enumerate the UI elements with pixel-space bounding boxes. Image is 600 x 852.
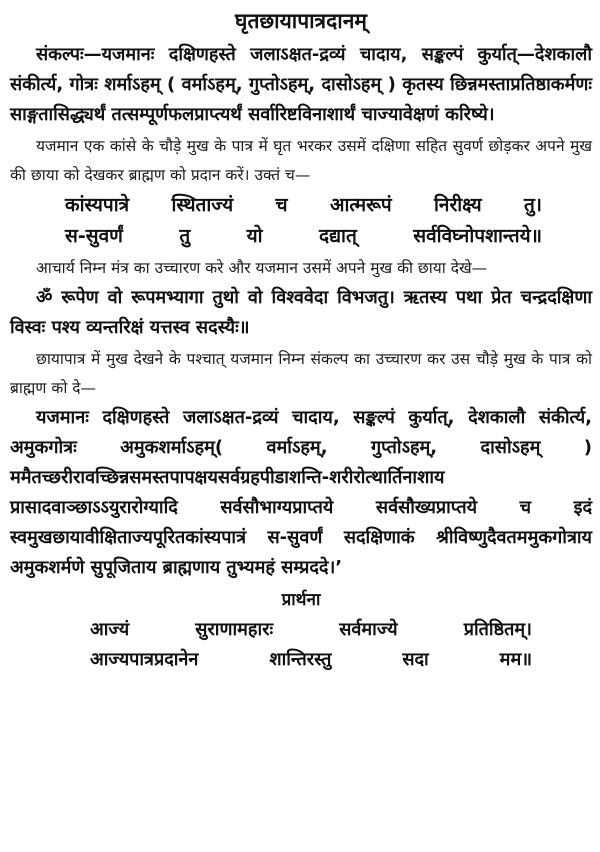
verse-block-1 xyxy=(10,190,592,252)
instruction-paragraph-3: छायापात्र में मुख देखने के पश्चात् यजमान निम्न संकल्प का उच्चारण कर उस चौड़े मुख के पात्र को ब्राह्मण को दे— xyxy=(10,350,592,397)
instruction-paragraph-2: आचार्य निम्न मंत्र का उच्चारण करे और यजमान उसमें अपने मुख की छाया देखे— xyxy=(36,259,488,277)
prayer-line-1: आज्यं सुराणामहारः सर्वमाज्ये प्रतिष्ठितम्। xyxy=(90,619,532,640)
instruction-paragraph-1: यजमान एक कांसे के चौड़े मुख के पात्र में घृत भरकर उसमें दक्षिणा सहित सुवर्ण छोड़कर अपने मुख की छाया को देखकर ब्राह्मण को प्रदान करें। उक्तं च— xyxy=(10,137,592,184)
verse-1-line-1: कांस्यपात्रे स्थिताज्यं च आत्मरूपं निरीक्ष्य तु। xyxy=(65,194,542,216)
sankalpa-paragraph-2: यजमानः दक्षिणहस्ते जलाऽक्षत-द्रव्यं चादाय, सङ्कल्पं कुर्यात्, देशकालौ संकीर्त्य, अमुकगोत्रः अमुकशर्माऽहम्( वर्माऽहम्, गुप्तोऽहम्, दासोऽहम् ) ममैतच्छरीरावच्छिन्नसमस्तपापक्षयसर्वग्रहपीडाशन्ति-शरीरोत्थार्तिनाशाय प्रासादवाञ्छाऽऽयुरारोग्यादि सर्वसौभाग्यप्राप्तये सर्वसौख्यप्राप्तये च इदं स्वमुखछायावीक्षिताज्यपूरितकांस्यपात्रं स-सुवर्णं सदक्षिणाकं श्रीविष्णुदैवतममुकगोत्राय अमुकशर्मणे सुपूजिताय ब्राह्मणाय तुभ्यमहं सम्प्रददे।’ xyxy=(10,407,592,578)
prayer-verse-block xyxy=(10,615,592,675)
prayer-heading: प्रार्थना xyxy=(281,590,321,610)
page-title: घृतछायापात्रदानम् xyxy=(235,9,367,33)
sankalpa-paragraph-1: संकल्पः—यजमानः दक्षिणहस्ते जलाऽक्षत-द्रव्यं चादाय, सङ्कल्पं कुर्यात्—देशकालौ संकीर्त्य, गोत्रः शर्माऽहम् ( वर्माऽहम्, गुप्तोऽहम्, दासोऽहम् ) कृतस्य छिन्नमस्ताप्रतिष्ठाकर्मणः साङ्गतासिद्ध्यर्थं तत्सम्पूर्णफलप्राप्त्यर्थं सर्वारिष्टविनाशार्थं चाज्यावेक्षणं करिष्ये। xyxy=(10,44,592,125)
mantra-paragraph: ॐ रूपेण वो रूपमभ्यागा तुथो वो विश्ववेदा विभजतु। ऋतस्य पथा प्रेत चन्द्रदक्षिणा विस्वः पश्य व्यन्तरिक्षं यत्तस्व सदस्यैः॥ xyxy=(10,287,592,338)
verse-1-line-2: स-सुवर्णं तु यो दद्यात् सर्वविघ्नोपशान्तये॥ xyxy=(65,225,542,247)
prayer-line-2: आज्यपात्रप्रदानेन शान्तिरस्तु सदा मम॥ xyxy=(90,649,532,670)
